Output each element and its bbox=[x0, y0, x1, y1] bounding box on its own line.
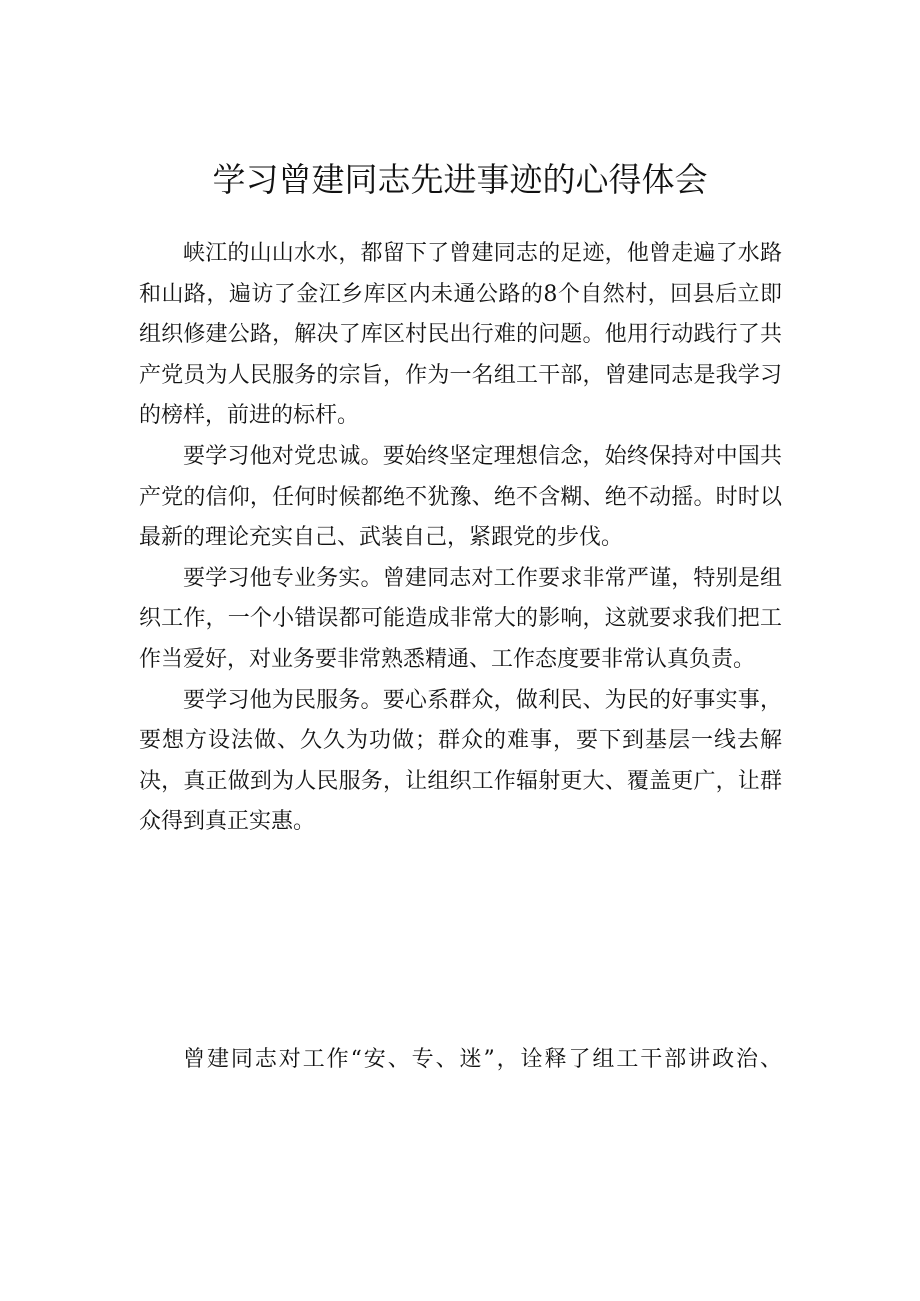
paragraph-3: 要学习他专业务实。曾建同志对工作要求非常严谨，特别是组织工作，一个小错误都可能造成非常大的影响，这就要求我们把工作当爱好，对业务要非常熟悉精通、工作态度要非常认真负责。 bbox=[139, 565, 782, 672]
document-body bbox=[139, 234, 782, 843]
paragraph-4: 要学习他为民服务。要心系群众，做利民、为民的好事实事，要想方设法做、久久为功做；群众的难事，要下到基层一线去解决，真正做到为人民服务，让组织工作辐射更大、覆盖更广，让群众得到真正实惠。 bbox=[139, 687, 782, 835]
paragraph-1: 峡江的山山水水，都留下了曾建同志的足迹，他曾走遍了水路和山路，遍访了金江乡库区内未通公路的8个自然村，回县后立即组织修建公路，解决了库区村民出行难的问题。他用行动践行了共产党员为人民服务的宗旨，作为一名组工干部，曾建同志是我学习的榜样，前进的标杆。 bbox=[139, 241, 782, 429]
document-title: 学习曾建同志先进事迹的心得体会 bbox=[212, 160, 708, 199]
paragraph-2: 要学习他对党忠诚。要始终坚定理想信念，始终保持对中国共产党的信仰，任何时候都绝不犹豫、绝不含糊、绝不动摇。时时以最新的理论充实自己、武装自己，紧跟党的步伐。 bbox=[139, 443, 782, 551]
paragraph-5: 曾建同志对工作“安、专、迷”，诠释了组工干部讲政治、 bbox=[183, 1047, 782, 1072]
